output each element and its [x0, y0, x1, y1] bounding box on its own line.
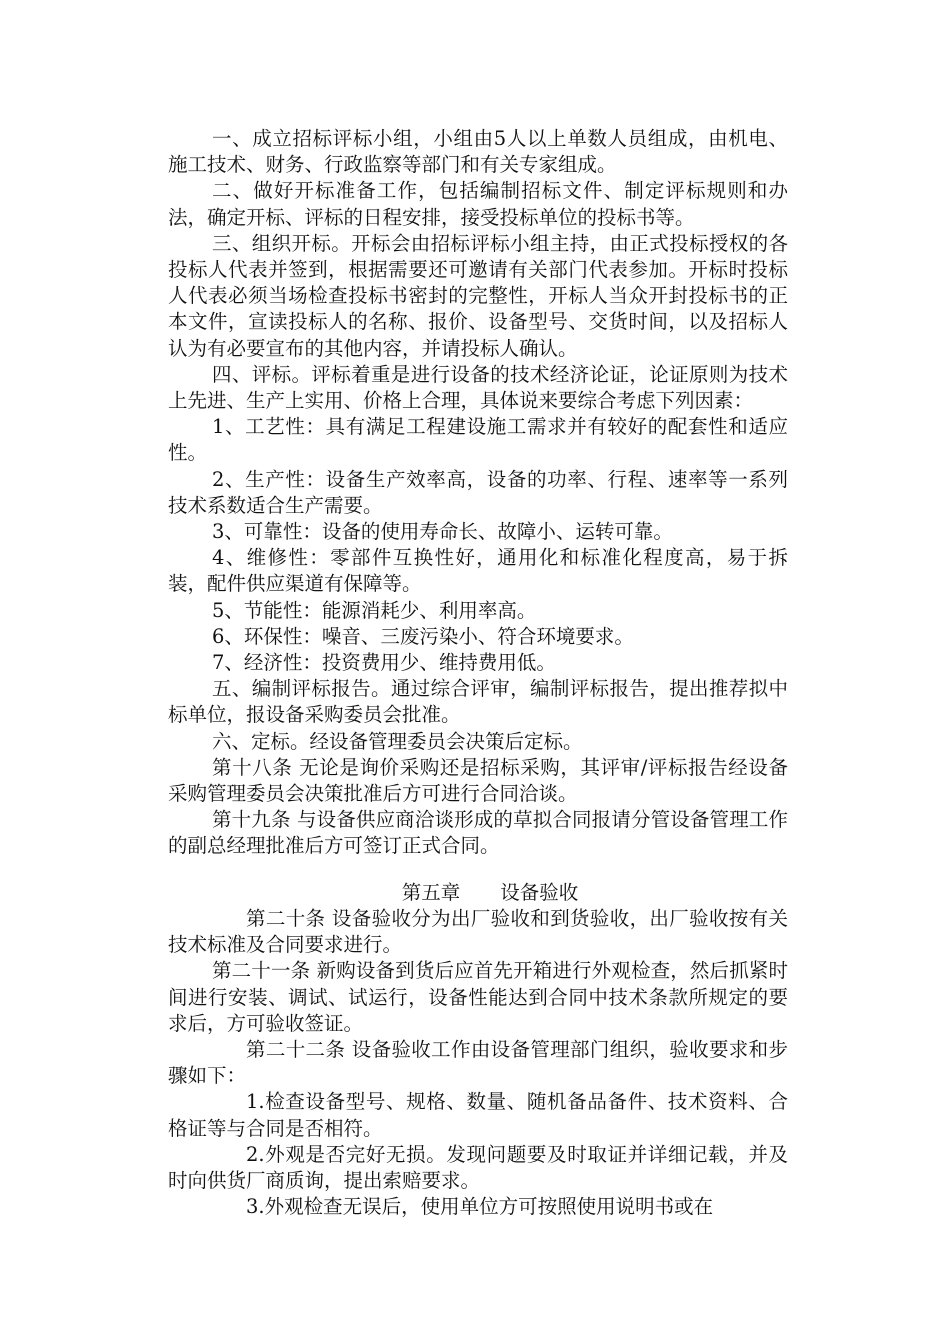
acceptance-step-2: 2.外观是否完好无损。发现问题要及时取证并详细记载，并及时向供货厂商质询，提出索赔要求。 [168, 1142, 788, 1192]
chapter-heading [168, 880, 788, 906]
list-item-productivity: 2、生产性：设备生产效率高，设备的功率、行程、速率等一系列技术系数适合生产需要。 [168, 467, 788, 517]
document-body [168, 126, 788, 1220]
article-21: 第二十一条 新购设备到货后应首先开箱进行外观检查，然后抓紧时间进行安装、调试、试运行，设备性能达到合同中技术条款所规定的要求后，方可验收签证。 [168, 959, 788, 1035]
article-22: 第二十二条 设备验收工作由设备管理部门组织，验收要求和步骤如下： [168, 1037, 788, 1088]
list-item-energy: 5、节能性：能源消耗少、利用率高。 [212, 598, 537, 622]
article-20: 第二十条 设备验收分为出厂验收和到货验收，出厂验收按有关技术标准及合同要求进行。 [168, 906, 788, 957]
paragraph-form-panel: 一、成立招标评标小组，小组由5人以上单数人员组成，由机电、施工技术、财务、行政监察等部门和有关专家组成。 [168, 127, 788, 177]
list-item-maintainability: 4、维修性：零部件互换性好，通用化和标准化程度高，易于拆装，配件供应渠道有保障等。 [168, 546, 788, 596]
paragraph-report: 五、编制评标报告。通过综合评审，编制评标报告，提出推荐拟中标单位，报设备采购委员会批准。 [168, 677, 788, 727]
chapter-number: 第五章 [401, 880, 461, 904]
list-item-economy: 7、经济性：投资费用少、维持费用低。 [212, 651, 556, 675]
list-item-reliability: 3、可靠性：设备的使用寿命长、故障小、运转可靠。 [212, 520, 673, 544]
list-item-environment: 6、环保性：噪音、三废污染小、符合环境要求。 [212, 624, 634, 648]
acceptance-step-3: 3.外观检查无误后，使用单位方可按照使用说明书或在 [246, 1195, 714, 1219]
article-18: 第十八条 无论是询价采购还是招标采购，其评审/评标报告经设备采购管理委员会决策批准后方可进行合同洽谈。 [168, 755, 788, 806]
acceptance-step-1: 1.检查设备型号、规格、数量、随机备品备件、技术资料、合格证等与合同是否相符。 [168, 1090, 788, 1140]
paragraph-prepare-opening: 二、做好开标准备工作，包括编制招标文件、制定评标规则和办法，确定开标、评标的日程安排，接受投标单位的投标书等。 [168, 179, 788, 229]
paragraph-award: 六、定标。经设备管理委员会决策后定标。 [212, 729, 583, 753]
list-item-craft: 1、工艺性：具有满足工程建设施工需求并有较好的配套性和适应性。 [168, 415, 788, 465]
paragraph-organize-opening: 三、组织开标。开标会由招标评标小组主持，由正式投标授权的各投标人代表并签到，根据需要还可邀请有关部门代表参加。开标时投标人代表必须当场检查投标书密封的完整性，开标人当众开封投标书的正本文件，宣读投标人的名称、报价、设备型号、交货时间，以及招标人认为有必要宣布的其他内容，并请投标人确认。 [168, 231, 788, 360]
article-19: 第十九条 与设备供应商洽谈形成的草拟合同报请分管设备管理工作的副总经理批准后方可签订正式合同。 [168, 808, 788, 858]
paragraph-evaluation: 四、评标。评标着重是进行设备的技术经济论证，论证原则为技术上先进、生产上实用、价格上合理，具体说来要综合考虑下列因素： [168, 362, 788, 413]
chapter-title: 设备验收 [500, 880, 579, 904]
